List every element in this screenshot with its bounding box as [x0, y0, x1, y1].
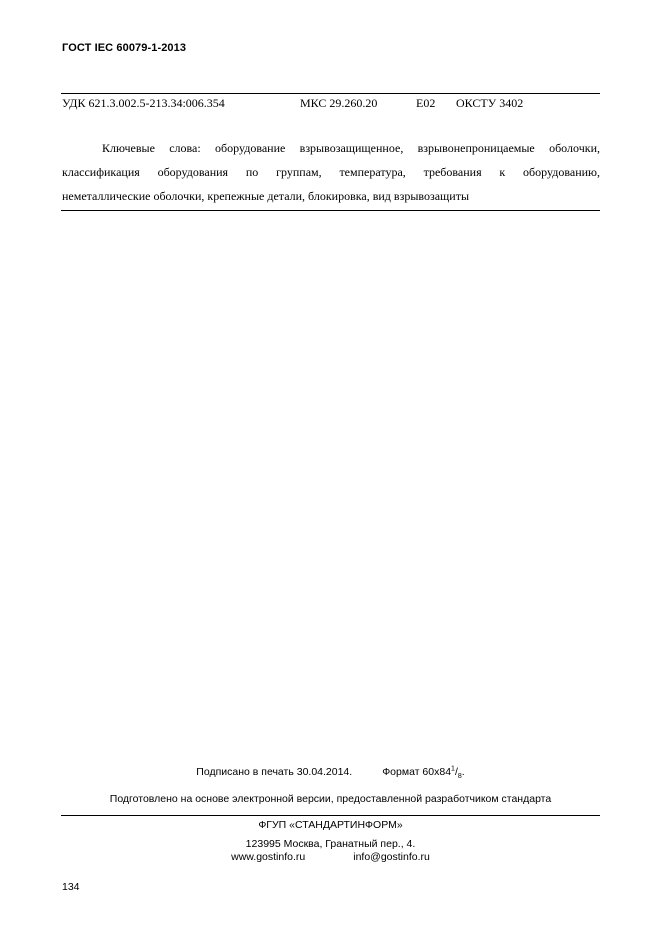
website-link[interactable]: www.gostinfo.ru	[231, 851, 306, 863]
udc-code: УДК 621.3.002.5-213.34:006.354	[62, 96, 225, 110]
keywords-divider	[61, 210, 600, 211]
imprint-divider	[61, 815, 600, 816]
top-divider	[61, 93, 600, 94]
paper-format: Формат $60x84^1/_8$.	[382, 765, 465, 781]
classification-line	[62, 96, 600, 110]
publisher-name: ФГУП «СТАНДАРТИНФОРМ»	[258, 819, 403, 831]
email-link[interactable]: info@gostinfo.ru	[353, 851, 430, 863]
okstu-code: ОКСТУ 3402	[456, 96, 524, 110]
standard-code: ГОСТ IEC 60079-1-2013	[62, 42, 187, 54]
page-number: 134	[62, 881, 80, 893]
keywords-line-1: Ключевые слова: оборудование взрывозащищенное, взрывонепроницаемые оболочки,	[102, 141, 600, 155]
keywords-block	[62, 136, 600, 208]
publisher-address: 123995 Москва, Гранатный пер., 4.	[245, 838, 416, 850]
keywords-line-2: классификация оборудования по группам, температура, требования к оборудованию,	[62, 165, 600, 179]
prepared-note: Подготовлено на основе электронной версии, предоставленной разработчиком стандарта	[109, 793, 552, 805]
keywords-line-3: неметаллические оболочки, крепежные детали, блокировка, вид взрывозащиты	[62, 189, 470, 203]
print-details	[61, 765, 600, 781]
signed-date: Подписано в печать 30.04.2014.	[196, 766, 353, 778]
ics-code: МКС 29.260.20	[300, 96, 378, 110]
group-code: Е02	[416, 96, 436, 110]
contact-line	[61, 851, 600, 863]
